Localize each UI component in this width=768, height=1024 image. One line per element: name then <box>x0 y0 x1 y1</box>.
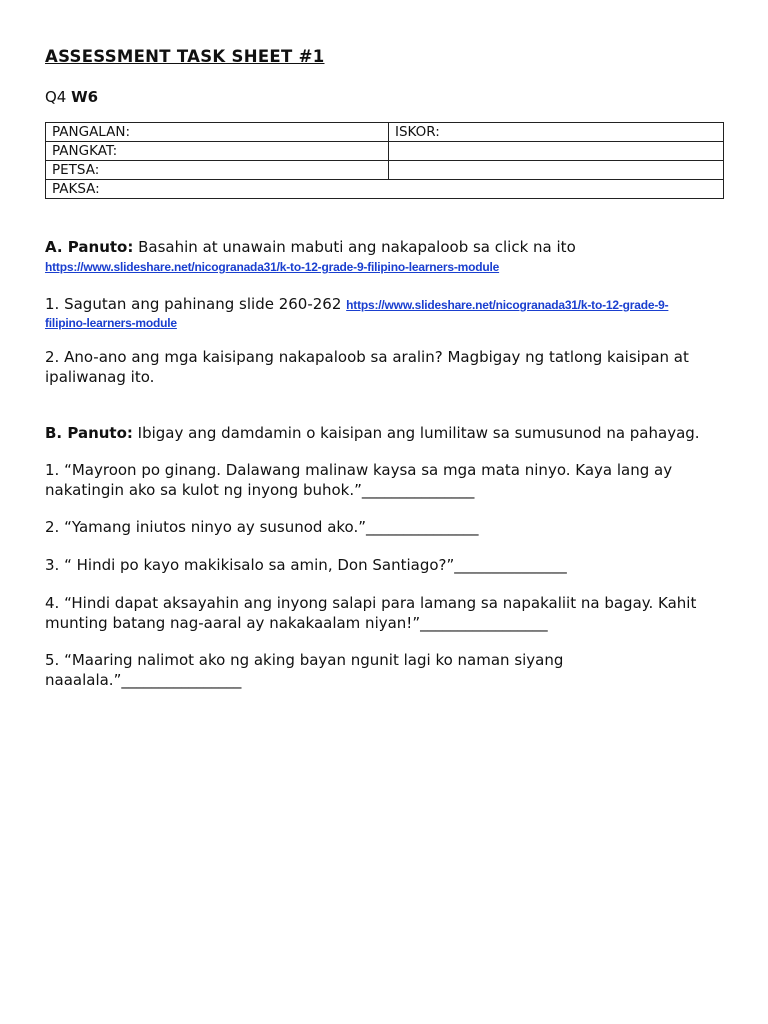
table-row <box>46 123 724 142</box>
question-4-line-2-text: munting batang nag-aaral ay nakakaalam niyan!” <box>45 614 421 632</box>
section-empty-cell[interactable] <box>389 142 724 161</box>
table-row <box>46 161 724 180</box>
answer-blank-4[interactable]: _________________ <box>420 614 548 632</box>
question-2 <box>45 517 725 537</box>
date-empty-cell[interactable] <box>389 161 724 180</box>
section-field[interactable]: PANGKAT: <box>46 142 389 161</box>
question-5-line-1: 5. “Maaring nalimot ako ng aking bayan ngunit lagi ko naman siyang <box>45 651 564 669</box>
item-1-text: 1. Sagutan ang pahinang slide 260-262 <box>45 295 347 313</box>
question-1-line-2-text: nakatingin ako sa kulot ng inyong buhok.” <box>45 481 362 499</box>
question-5 <box>45 650 725 690</box>
item-2-line-2: ipaliwanag ito. <box>45 368 155 386</box>
part-a-instruction <box>45 237 725 257</box>
question-3-text: 3. “ Hindi po kayo makikisalo sa amin, Don Santiago?” <box>45 556 455 574</box>
part-b-instruction <box>45 423 725 443</box>
answer-blank-2[interactable]: _______________ <box>365 518 479 536</box>
answer-blank-3[interactable]: _______________ <box>454 556 567 574</box>
part-a-item-2 <box>45 347 725 387</box>
question-1-line-1: 1. “Mayroon po ginang. Dalawang malinaw kaysa sa mga mata ninyo. Kaya lang ay <box>45 461 673 479</box>
question-4 <box>45 593 725 633</box>
item-1-link-part1[interactable]: https://www.slideshare.net/nicogranada31/k-to-12-grade-9- <box>346 298 669 312</box>
page-title: ASSESSMENT TASK SHEET #1 <box>45 47 325 66</box>
question-5-line-2 <box>45 670 725 690</box>
part-a-item-1 <box>45 294 725 315</box>
part-a-instruction-text: Basahin at unawain mabuti ang nakapaloob sa click na ito <box>133 238 576 256</box>
answer-blank-1[interactable]: _______________ <box>361 481 475 499</box>
student-info-table <box>45 122 724 199</box>
quarter-label: Q4 <box>45 88 72 106</box>
question-2-text: 2. “Yamang iniutos ninyo ay susunod ako.” <box>45 518 366 536</box>
topic-field[interactable]: PAKSA: <box>46 180 724 199</box>
question-5-line-2-text: naaalala.” <box>45 671 122 689</box>
question-1-line-2 <box>45 480 725 500</box>
quarter-week-code <box>45 88 98 106</box>
date-field[interactable]: PETSA: <box>46 161 389 180</box>
question-3 <box>45 555 725 575</box>
part-a-link-line <box>45 257 725 276</box>
part-a-heading: A. Panuto: <box>45 238 134 256</box>
part-b-heading: B. Panuto: <box>45 424 133 442</box>
table-row <box>46 142 724 161</box>
question-4-line-2 <box>45 613 725 633</box>
week-label: W6 <box>71 88 99 106</box>
module-link[interactable]: https://www.slideshare.net/nicogranada31/k-to-12-grade-9-filipino-learners-module <box>45 260 500 274</box>
part-a-item-1-link-cont <box>45 313 725 332</box>
table-row <box>46 180 724 199</box>
score-field[interactable]: ISKOR: <box>389 123 724 142</box>
item-1-link-part2[interactable]: filipino-learners-module <box>45 316 177 330</box>
name-field[interactable]: PANGALAN: <box>46 123 389 142</box>
item-2-line-1: 2. Ano-ano ang mga kaisipang nakapaloob sa aralin? Magbigay ng tatlong kaisipan at <box>45 348 689 366</box>
question-1 <box>45 460 725 500</box>
question-4-line-1: 4. “Hindi dapat aksayahin ang inyong salapi para lamang sa napakaliit na bagay. Kahit <box>45 594 697 612</box>
answer-blank-5[interactable]: ________________ <box>121 671 242 689</box>
part-b-instruction-text: Ibigay ang damdamin o kaisipan ang lumilitaw sa sumusunod na pahayag. <box>132 424 700 442</box>
